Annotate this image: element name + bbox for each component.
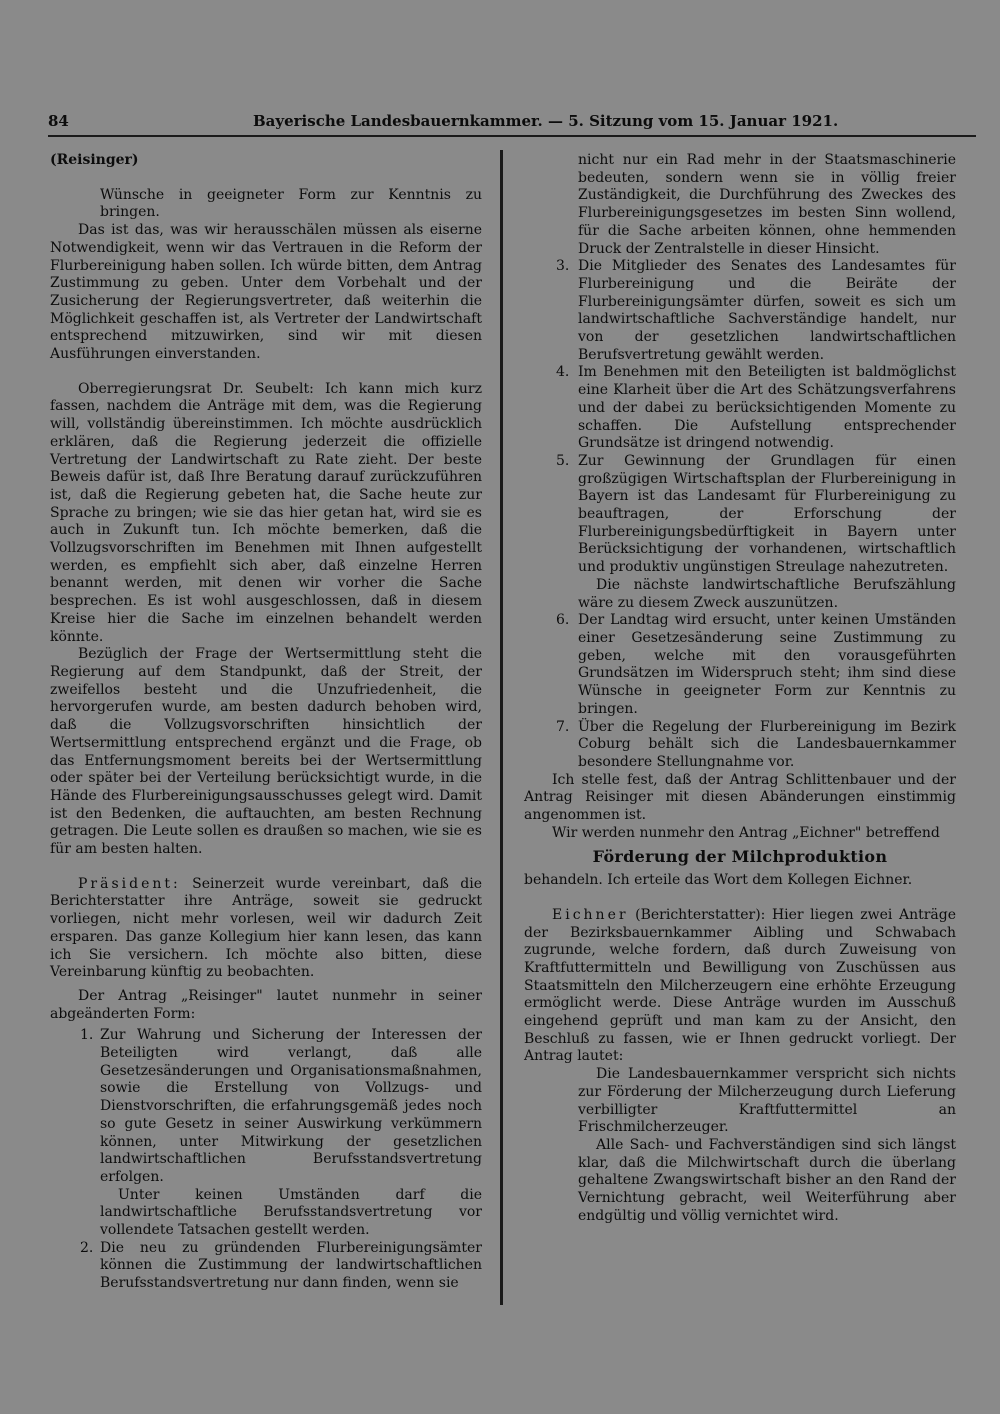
- paragraph: Bezüglich der Frage der Wertsermittlung steht die Regierung auf dem Standpunkt, daß der Streit, der zweifellos besteht und die Unzufriedenheit, die hervorgerufen wurde, am besten dadurch behoben wird, daß die Vollzugsvorschriften hinsichtlich der Wertsermittlung entsprechend ergänzt und die Frage, ob das Entfernungsmoment bereits bei der Wertsermittlung oder später bei der Verteilung berücksichtigt wurde, in die Hände des Flurbereinigungsausschusses gelegt wird. Damit ist den Bedenken, die auftauchten, am besten Rechnung getragen. Die Leute sollen es draußen so machen, wie sie es für am besten halten.: [50, 646, 482, 858]
- list-text: Zur Gewinnung der Grundlagen für einen großzügigen Wirtschaftsplan der Flurbereinigung in Bayern ist das Landesamt für Flurbereinigung zu beauftragen, der Erforschung der Flurbereinigungsbedürftigkeit in Bayern unter Berücksichtigung der vorhandenen, wirtschaftlich und produktiv ungünstigen Streulage nahezutreten.: [578, 452, 956, 576]
- quoted-motion: Alle Sach- und Fachverständigen sind sich längst klar, daß die Milchwirtschaft durch die überlang gehaltene Zwangswirtschaft bisher an den Rand der Vernichtung gebracht, weil Weiterführung aber endgültig und völlig vernichtet wird.: [578, 1136, 956, 1224]
- speaker-name: Oberregierungsrat Dr. Seubelt:: [78, 380, 314, 397]
- list-text: Die neu zu gründenden Flurbereinigungsämter können die Zustimmung der landwirtschaftlichen Berufsstandsvertretung nur dann finden, wenn sie: [100, 1239, 482, 1292]
- paragraph: Der Antrag „Reisinger" lautet nunmehr in seiner abgeänderten Form:: [50, 987, 482, 1022]
- header-rule: [48, 135, 976, 137]
- column-divider: [500, 150, 503, 1305]
- list-item: [50, 1027, 482, 1186]
- paragraph: behandeln. Ich erteile das Wort dem Kollegen Eichner.: [524, 872, 913, 889]
- list-number: 6.: [556, 612, 570, 629]
- paragraph: Ich stelle fest, daß der Antrag Schlittenbauer und der Antrag Reisinger mit diesen Abänderungen einstimmig angenommen ist.: [524, 771, 956, 824]
- speaker-name: Präsident:: [78, 875, 181, 892]
- list-item: [524, 364, 956, 453]
- paragraph: Wünsche in geeigneter Form zur Kenntnis zu bringen.: [100, 186, 482, 221]
- speech-text: (Berichterstatter): Hier liegen zwei Anträge der Bezirksbauernkammer Aibling und Schwabach zugrunde, welche fordern, daß durch Zuweisung von Kraftfuttermitteln und Bewilligung von Zuschüssen aus Staatsmitteln den Milcherzeugern eine erhöhte Erzeugung ermöglicht werde. Diese Anträge wurden im Ausschuß eingehend geprüft und man kam zu der Ansicht, den Beschluß zu fassen, wie er Ihnen gedruckt vorliegt. Der Antrag lautet:: [524, 906, 956, 1065]
- paragraph: nicht nur ein Rad mehr in der Staatsmaschinerie bedeuten, sondern wenn sie in völlig freier Zuständigkeit, die Durchführung des Zweckes des Flurbereinigungsgesetzes im besten Sinn wollend, für die Sache arbeiten können, ohne hemmenden Druck der Zentralstelle in dieser Hinsicht.: [578, 152, 956, 257]
- list-text: Zur Wahrung und Sicherung der Interessen der Beteiligten wird verlangt, daß alle Gesetzesänderungen und Organisationsmaßnahmen, sowie die Erstellung von Vollzugs- und Dienstvorschriften, die erfahrungsgemäß jedes noch so gute Gesetz in seiner Auswirkung verkümmern können, unter Mitwirkung der gesetzlichen landwirtschaftlichen Berufsstandsvertretung erfolgen.: [100, 1027, 482, 1185]
- paragraph: Das ist das, was wir herausschälen müssen als eiserne Notwendigkeit, wenn wir das Vertrauen in die Reform der Flurbereinigung haben sollen. Ich würde bitten, dem Antrag Zustimmung zu geben. Unter dem Vorbehalt und der Zusicherung der Regierungsvertreter, daß weiterhin die Möglichkeit geschaffen ist, als Vertreter der Landwirtschaft entsprechend mitzuwirken, sind wir mit diesen Ausführungen einverstanden.: [50, 222, 482, 363]
- list-number: 4.: [556, 364, 570, 381]
- speaker-name: Eichner: [552, 906, 629, 923]
- paragraph: [50, 876, 482, 982]
- list-number: 3.: [556, 258, 570, 275]
- paragraph: Unter keinen Umständen darf die landwirtschaftliche Berufsstandsvertretung vor vollendete Tatsachen gestellt werden.: [100, 1186, 482, 1239]
- paragraph: [50, 381, 482, 647]
- list-item: [524, 612, 956, 718]
- list-item: [524, 719, 956, 772]
- list-number: 1.: [80, 1027, 94, 1044]
- list-number: 5.: [556, 452, 570, 469]
- quoted-motion: Die Landesbauernkammer verspricht sich nichts zur Förderung der Milcherzeugung durch Lieferung verbilligter Kraftfuttermittel an Frischmilcherzeuger.: [578, 1066, 956, 1136]
- list-number: 7.: [556, 718, 570, 735]
- speech-text: Seinerzeit wurde vereinbart, daß die Berichterstatter ihre Anträge, soweit sie gedruckt vorliegen, nicht mehr vorlesen, weil wir dadurch Zeit ersparen. Das ganze Kollegium hier kann lesen, das kann ich Sie versichern. Ich möchte also bitten, diese Vereinbarung künftig zu beobachten.: [50, 875, 482, 981]
- list-item: [524, 453, 956, 577]
- page-number: 84: [48, 112, 69, 130]
- list-item: [524, 258, 956, 364]
- paragraph: Wir werden nunmehr den Antrag „Eichner" betreffend: [552, 824, 940, 841]
- list-text: Der Landtag wird ersucht, unter keinen Umständen einer Gesetzesänderung seine Zustimmung zu geben, welche mit den vorausgeführten Grundsätzen im Widerspruch steht; ihm sind diese Wünsche in geeigneter Form zur Kenntnis zu bringen.: [578, 612, 956, 717]
- speaker-label: (Reisinger): [50, 152, 139, 168]
- list-text: Die Mitglieder des Senates des Landesamtes für Flurbereinigung und die Beiräte der Flurbereinigungsämter dürfen, soweit es sich um landwirtschaftliche Sachverständige handelt, nur von der gesetzlichen landwirtschaftlichen Berufsvertretung gewählt werden.: [578, 258, 956, 363]
- paragraph: Die nächste landwirtschaftliche Berufszählung wäre zu diesem Zweck auszunützen.: [578, 576, 956, 611]
- running-head: Bayerische Landesbauernkammer. — 5. Sitzung vom 15. Januar 1921.: [253, 112, 839, 130]
- list-item: [50, 1240, 482, 1293]
- section-heading: Förderung der Milchproduktion: [592, 847, 888, 867]
- page-header: [48, 112, 948, 134]
- list-text: Über die Regelung der Flurbereinigung im Bezirk Coburg behält sich die Landesbauernkammer besondere Stellungnahme vor.: [578, 718, 956, 770]
- left-column: [50, 152, 482, 1293]
- paragraph: [524, 907, 956, 1066]
- list-text: Im Benehmen mit den Beteiligten ist baldmöglichst eine Klarheit über die Art des Schätzungsverfahrens und der dabei zu berücksichtigenden Momente zu schaffen. Die Aufstellung entsprechender Grundsätze ist dringend notwendig.: [578, 364, 956, 452]
- list-number: 2.: [80, 1239, 94, 1256]
- right-column: [524, 152, 956, 1225]
- speech-text: Ich kann mich kurz fassen, nachdem die Anträge mit dem, was die Regierung will, vollständig übereinstimmen. Ich möchte ausdrücklich erklären, daß die Regierung jederzeit die offizielle Vertretung der Landwirtschaft zu Rate zieht. Der beste Beweis dafür ist, daß Ihre Beratung darauf zurückzuführen ist, daß die Regierung gebeten hat, die Sache heute zur Sprache zu bringen; wie sie das hier getan hat, wird sie es auch in Zukunft tun. Ich möchte bemerken, daß die Vollzugsvorschriften im Benehmen mit Ihnen aufgestellt werden, es empfiehlt sich aber, daß einzelne Herren benannt werden, mit denen wir vorher die Sache besprechen. Es ist wohl ausgeschlossen, daß in diesem Kreise hier die Sache im einzelnen behandelt werden könnte.: [50, 380, 482, 645]
